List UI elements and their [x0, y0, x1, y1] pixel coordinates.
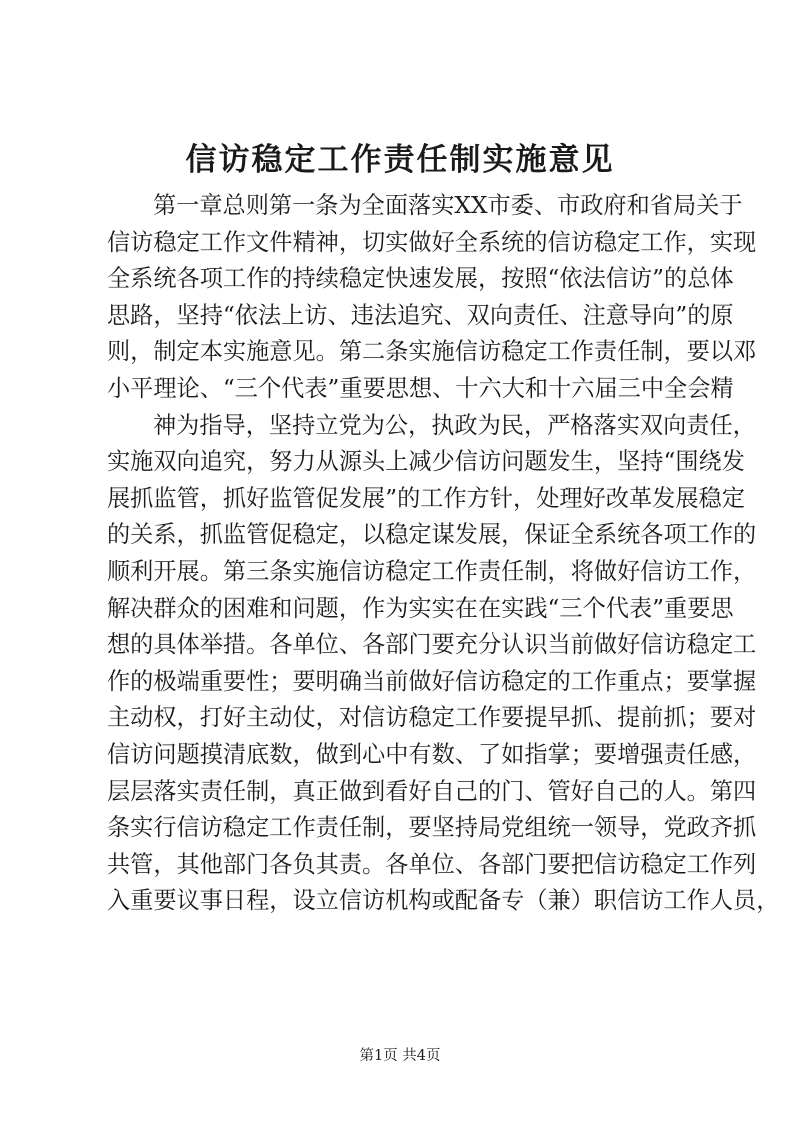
page-number-footer: 第1页 共4页 [359, 1048, 441, 1064]
body-line: 共管，其他部门各负其责。各单位、各部门要把信访稳定工作列 [107, 850, 757, 878]
body-line: 解决群众的困难和问题，作为实实在在实践“三个代表”重要思 [107, 594, 734, 622]
body-line: 神为指导，坚持立党为公，执政为民，严格落实双向责任， [153, 411, 756, 439]
document-title: 信访稳定工作责任制实施意见 [185, 142, 615, 178]
body-line: 全系统各项工作的持续稳定快速发展，按照“依法信访”的总体 [107, 265, 734, 293]
body-line: 的关系，抓监管促稳定，以稳定谋发展，保证全系统各项工作的 [107, 521, 757, 549]
body-line: 条实行信访稳定工作责任制，要坚持局党组统一领导，党政齐抓 [107, 814, 757, 842]
body-line: 则，制定本实施意见。第二条实施信访稳定工作责任制，要以邓 [107, 338, 757, 366]
body-line: 信访稳定工作文件精神，切实做好全系统的信访稳定工作，实现 [107, 228, 757, 256]
body-line: 实施双向追究，努力从源头上减少信访问题发生，坚持“围绕发 [107, 448, 745, 476]
body-line: 想的具体举措。各单位、各部门要充分认识当前做好信访稳定工 [107, 631, 757, 659]
body-line: 入重要议事日程，设立信访机构或配备专（兼）职信访工作人员， [107, 887, 780, 915]
body-line: 信访问题摸清底数，做到心中有数、了如指掌；要增强责任感， [107, 740, 757, 768]
body-line: 作的极端重要性；要明确当前做好信访稳定的工作重点；要掌握 [107, 667, 757, 695]
body-line: 展抓监管，抓好监管促发展”的工作方针，处理好改革发展稳定 [107, 484, 745, 512]
document-body [107, 188, 780, 920]
body-line: 层层落实责任制，真正做到看好自己的门、管好自己的人。第四 [107, 777, 757, 805]
body-line: 思路，坚持“依法上访、违法追究、双向责任、注意导向”的原 [107, 301, 734, 329]
body-line: 主动权，打好主动仗，对信访稳定工作要提早抓、提前抓；要对 [107, 704, 757, 732]
body-line: 顺利开展。第三条实施信访稳定工作责任制，将做好信访工作， [107, 557, 757, 585]
body-line: 第一章总则第一条为全面落实XX市委、市政府和省局关于 [153, 192, 743, 219]
body-line: 小平理论、“三个代表”重要思想、十六大和十六届三中全会精 [107, 374, 734, 402]
